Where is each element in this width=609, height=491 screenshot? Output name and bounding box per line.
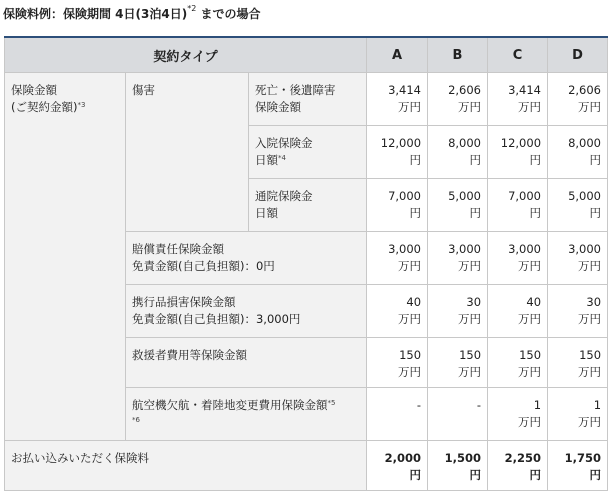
row-label: 通院保険金 日額 xyxy=(249,179,367,232)
total-value: 2,250 円 xyxy=(488,441,548,491)
header-col-b: B xyxy=(428,37,488,73)
cell-value: 3,000 万円 xyxy=(548,232,608,285)
cell-value: 40 万円 xyxy=(367,285,428,338)
cell-value: 12,000 円 xyxy=(488,126,548,179)
cell-value: 8,000 円 xyxy=(548,126,608,179)
cell-value: 7,000 円 xyxy=(488,179,548,232)
cell-value: 40 万円 xyxy=(488,285,548,338)
cell-value: 3,000 万円 xyxy=(488,232,548,285)
cell-value: 1 万円 xyxy=(548,388,608,441)
total-value: 1,500 円 xyxy=(428,441,488,491)
cell-value: - xyxy=(428,388,488,441)
row-label: 賠償責任保険金額 免責金額(自己負担額)：0円 xyxy=(126,232,367,285)
injury-label: 傷害 xyxy=(126,73,249,232)
row-label: 入院保険金 日額$^{*4}$ xyxy=(249,126,367,179)
cell-value: 150 万円 xyxy=(367,338,428,388)
cell-value: 150 万円 xyxy=(548,338,608,388)
total-value: 2,000 円 xyxy=(367,441,428,491)
cell-value: 30 万円 xyxy=(548,285,608,338)
cell-value: 5,000 円 xyxy=(428,179,488,232)
cell-value: 150 万円 xyxy=(428,338,488,388)
row-label: 救援者費用等保険金額 xyxy=(126,338,367,388)
row-label: 死亡・後遺障害 保険金額 xyxy=(249,73,367,126)
row-label: 航空機欠航・着陸地変更費用保険金額$^{*5}$ $^{*6}$ xyxy=(126,388,367,441)
cell-value: 5,000 円 xyxy=(548,179,608,232)
cell-value: 30 万円 xyxy=(428,285,488,338)
header-col-c: C xyxy=(488,37,548,73)
cell-value: 12,000 円 xyxy=(367,126,428,179)
cell-value: 150 万円 xyxy=(488,338,548,388)
cell-value: 3,000 万円 xyxy=(367,232,428,285)
coverage-group-label: 保険金額 (ご契約金額)$^{*3}$ xyxy=(5,73,126,441)
page-title: 保険料例：保険期間 4日(3泊4日)$^{*2}$ までの場合 xyxy=(3,4,261,21)
header-contract-type: 契約タイプ xyxy=(5,37,367,73)
total-premium-label: お払い込みいただく保険料 xyxy=(5,441,367,491)
cell-value: 1 万円 xyxy=(488,388,548,441)
cell-value: 3,000 万円 xyxy=(428,232,488,285)
premium-table xyxy=(4,36,608,491)
header-col-a: A xyxy=(367,37,428,73)
cell-value: - xyxy=(367,388,428,441)
cell-value: 2,606 万円 xyxy=(548,73,608,126)
footnote-2: *2 xyxy=(187,4,197,13)
cell-value: 3,414 万円 xyxy=(367,73,428,126)
header-col-d: D xyxy=(548,37,608,73)
cell-value: 8,000 円 xyxy=(428,126,488,179)
total-value: 1,750 円 xyxy=(548,441,608,491)
cell-value: 3,414 万円 xyxy=(488,73,548,126)
cell-value: 2,606 万円 xyxy=(428,73,488,126)
cell-value: 7,000 円 xyxy=(367,179,428,232)
row-label: 携行品損害保険金額 免責金額(自己負担額)：3,000円 xyxy=(126,285,367,338)
